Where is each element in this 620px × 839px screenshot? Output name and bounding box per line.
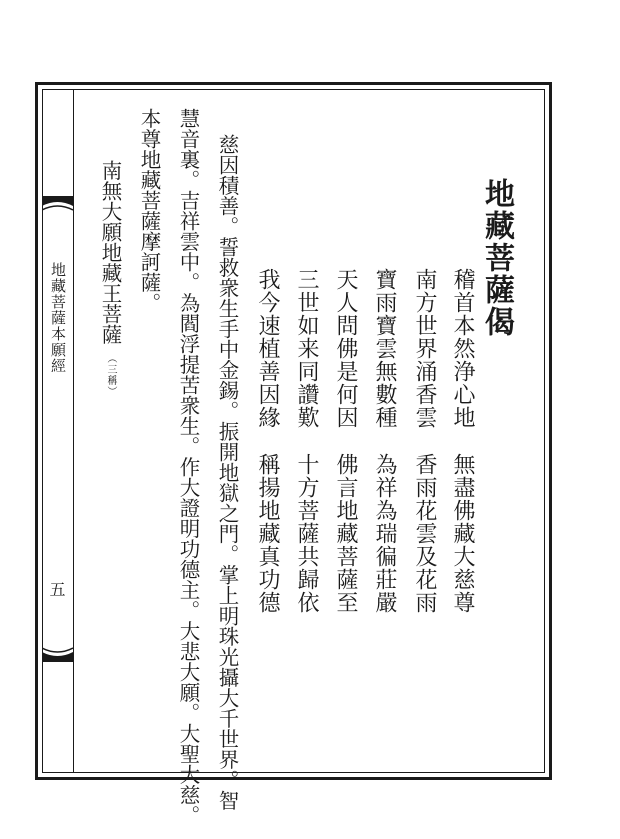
invocation-line [96,160,124,397]
margin-divider [73,89,74,773]
verse-line-3 [369,268,399,614]
verse-line-4-second: 佛言地藏菩薩至 [333,453,358,614]
fishtail-top-icon [42,196,73,216]
invocation-text: 南無大願地藏王菩薩 [98,160,122,345]
page-title: 地藏菩薩偈 [479,178,514,338]
prose-line-3: 本尊地藏菩薩摩訶薩。 [137,108,161,313]
verse-line-6-first: 我今速植善因緣 [255,268,280,429]
verse-line-4-first: 天人問佛是何因 [333,268,358,429]
verse-line-4 [330,268,360,614]
page-number: 五 [49,580,67,599]
prose-line-1: 慈因積善。誓救衆生手中金錫。振開地獄之門。掌上明珠光攝大千世界。智 [215,134,239,811]
verse-line-6-second: 稱揚地藏真功德 [255,453,280,614]
verse-line-5 [291,268,321,614]
verse-line-2 [409,268,439,614]
verse-line-5-first: 三世如来同讚歎 [294,268,319,429]
verse-line-5-second: 十方菩薩共歸依 [294,453,319,614]
verse-line-1-second: 無盡佛藏大慈尊 [450,453,475,614]
fishtail-bottom-icon [42,642,73,662]
invocation-note: （三稱） [105,352,116,397]
verse-line-2-second: 香雨花雲及花雨 [412,453,437,614]
verse-line-2-first: 南方世界涌香雲 [412,268,437,429]
book-title: 地藏菩薩本願經 [49,262,67,374]
verse-line-1 [447,268,477,614]
verse-line-1-first: 稽首本然浄心地 [450,268,475,429]
verse-line-6 [252,268,282,614]
prose-line-2: 慧音裏。吉祥雲中。為閻浮提苦衆生。作大證明功德主。大悲大願。大聖大慈。 [176,108,200,826]
verse-line-3-second: 為祥為瑞徧莊嚴 [372,453,397,614]
verse-line-3-first: 寶雨寶雲無數種 [372,268,397,429]
